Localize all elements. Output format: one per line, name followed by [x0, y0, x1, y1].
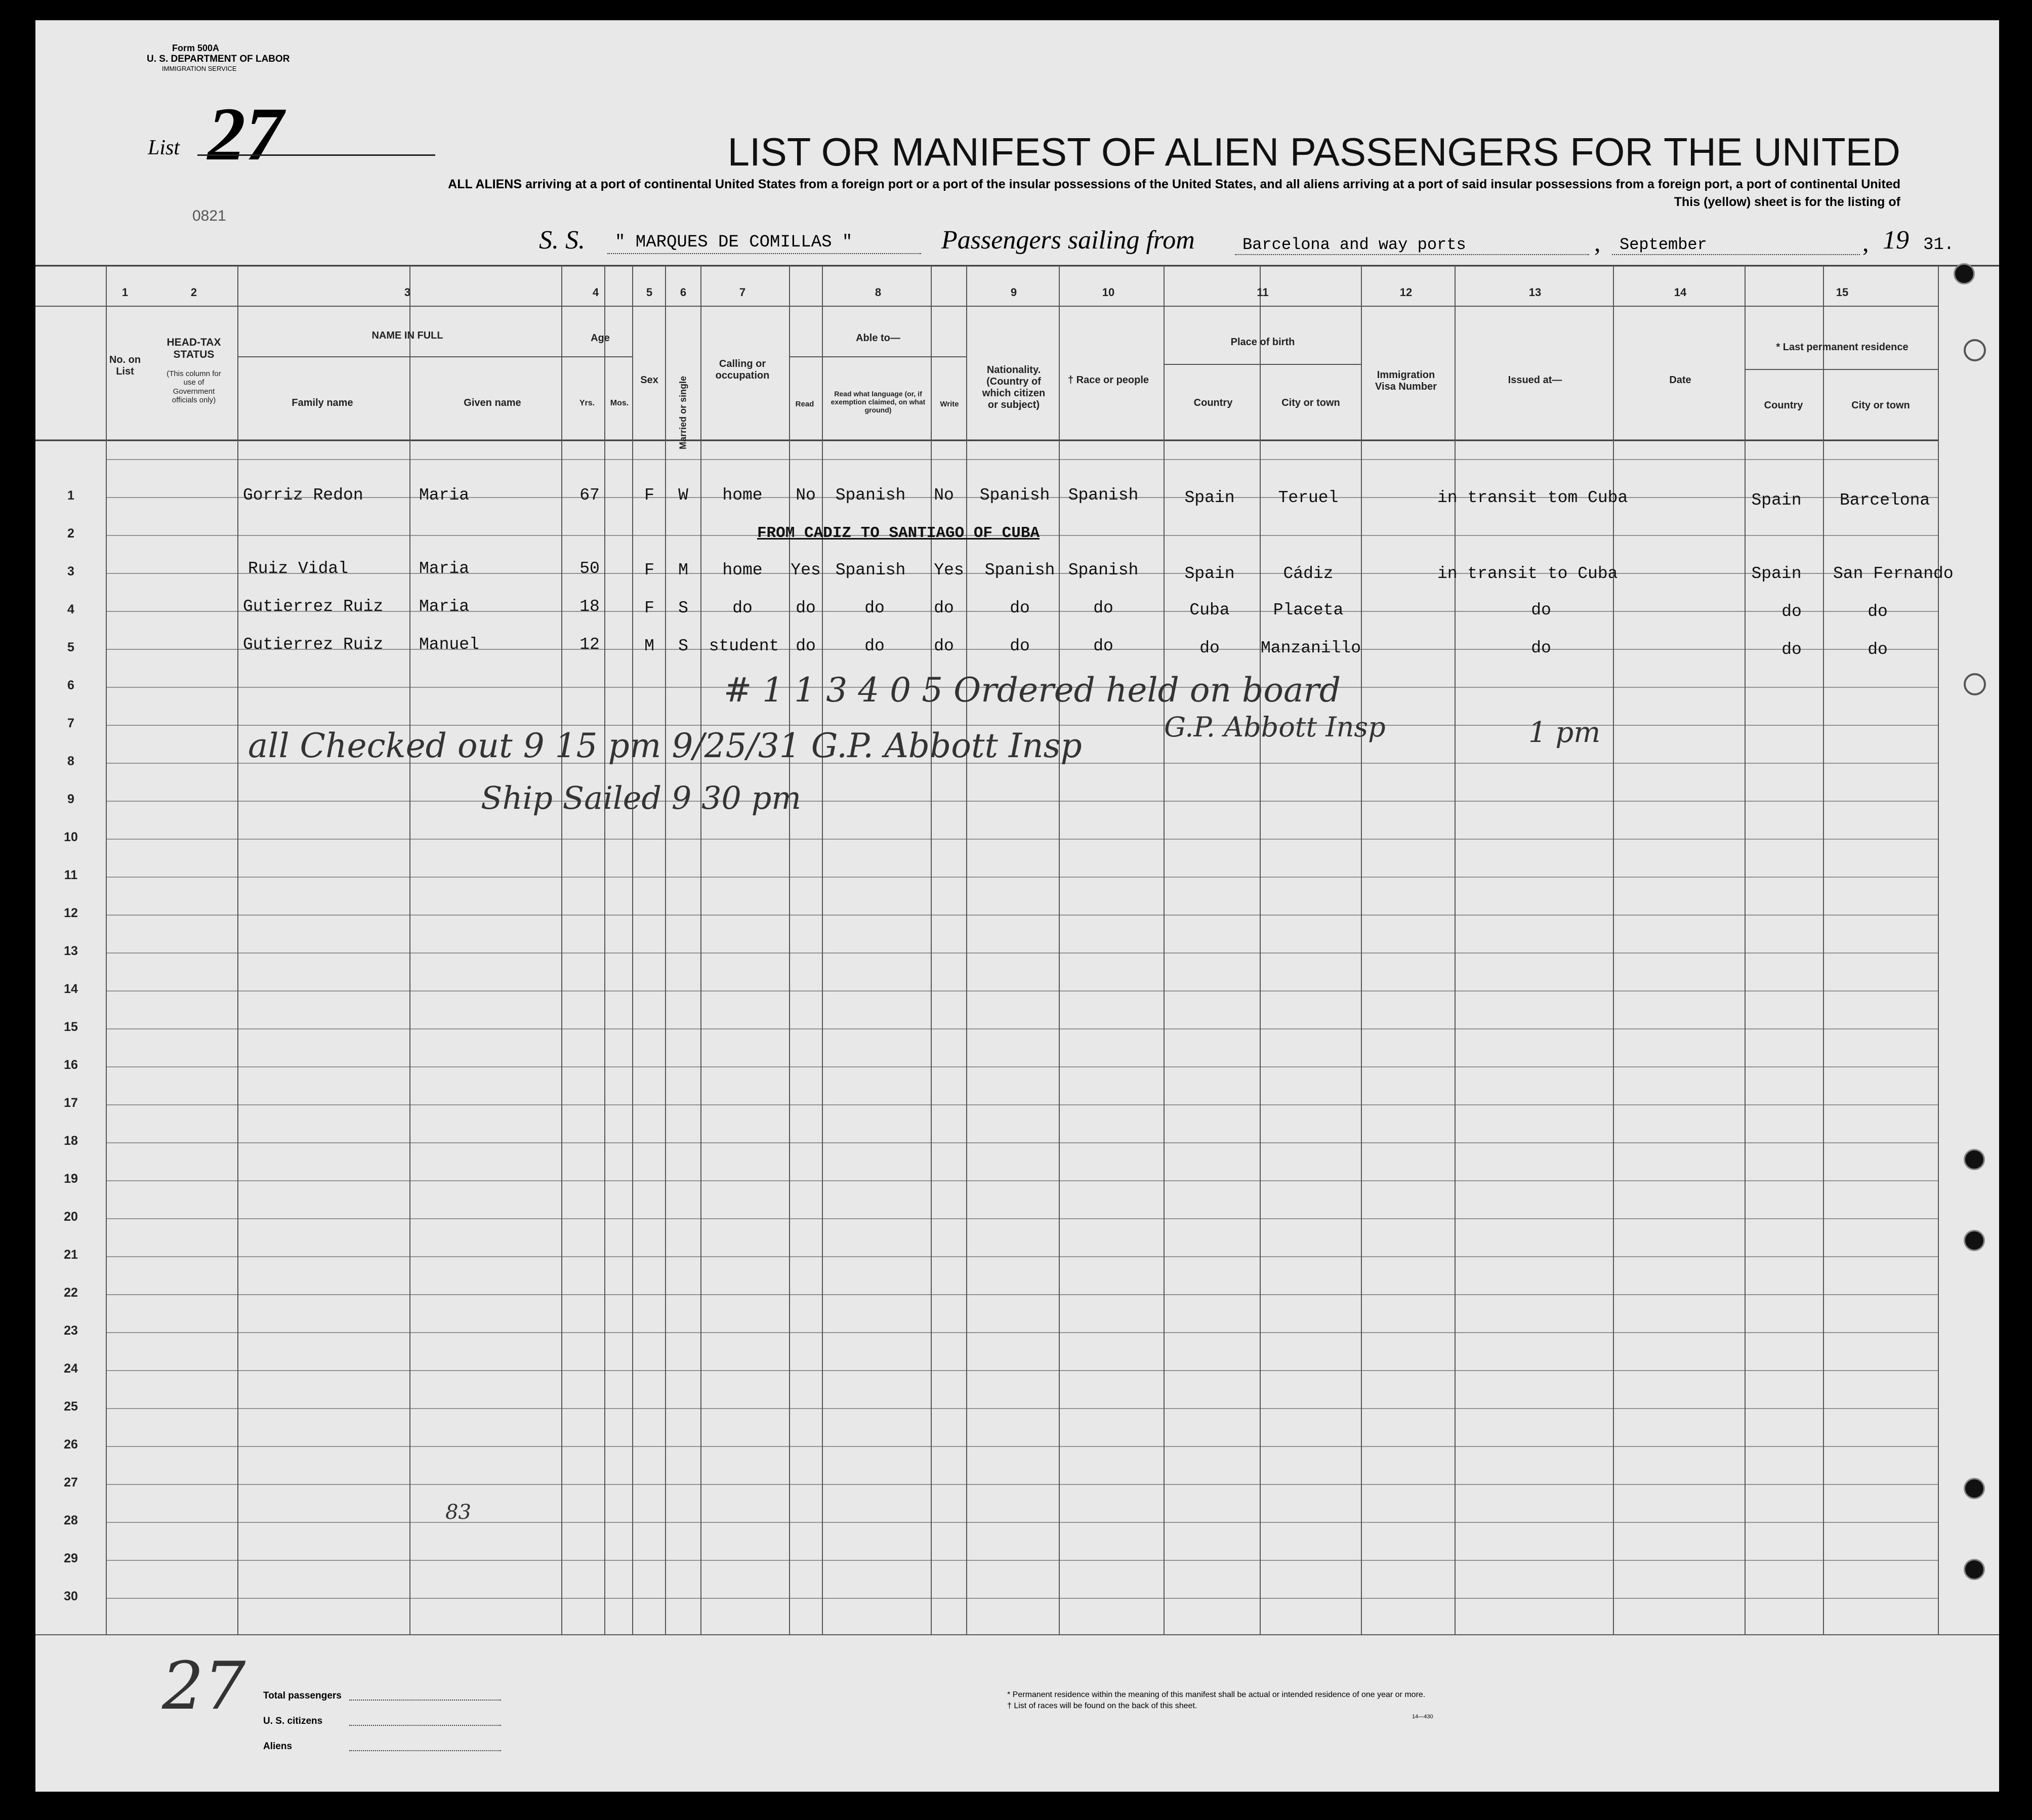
header-read: Read — [795, 400, 814, 408]
row-number: 28 — [64, 1513, 78, 1527]
language: Spanish — [835, 486, 906, 505]
header-res-city: City or town — [1851, 400, 1910, 411]
birth-country: Spain — [1184, 488, 1235, 507]
header-read-language: Read what language (or, if exemption claimed, on what ground) — [831, 390, 926, 415]
header-no-on-list: No. on List — [109, 354, 141, 377]
nationality: Spanish — [979, 486, 1050, 505]
row-number: 30 — [64, 1589, 78, 1603]
issued-at: in transit tom Cuba — [1437, 488, 1628, 507]
sailing-line — [1235, 254, 1589, 255]
header-able-to: Able to— — [856, 333, 900, 344]
col-number-5: 5 — [646, 286, 653, 299]
header-name-in-full: NAME IN FULL — [371, 330, 443, 341]
birth-city: Teruel — [1278, 488, 1339, 507]
birth-country: Spain — [1184, 564, 1235, 583]
header-res-country: Country — [1764, 400, 1803, 411]
ruled-grid — [35, 20, 1999, 1792]
binder-hole — [1964, 1478, 1985, 1499]
year-suffix: 31. — [1923, 235, 1955, 255]
handwritten-inspector-sign: G.P. Abbott Insp — [1164, 711, 1386, 743]
given-name: Maria — [419, 486, 470, 505]
race: Spanish — [1068, 561, 1139, 580]
row-number: 3 — [67, 564, 74, 578]
family-name: Gorriz Redon — [243, 486, 363, 505]
manifest-subtitle-2: This (yellow) sheet is for the listing of — [1674, 195, 1900, 209]
sex: M — [644, 637, 654, 655]
sex: F — [644, 561, 654, 580]
header-place-of-birth: Place of birth — [1230, 337, 1295, 348]
col-number-1: 1 — [121, 286, 129, 299]
section-note: FROM CADIZ TO SANTIAGO OF CUBA — [757, 524, 1040, 542]
row-number: 4 — [67, 602, 74, 616]
row-number: 1 — [67, 488, 74, 503]
binder-hole — [1954, 263, 1975, 284]
comma-1: , — [1594, 228, 1601, 257]
row-number: 12 — [64, 906, 78, 920]
row-number: 2 — [67, 526, 74, 541]
occupation: home — [722, 561, 763, 580]
form-code: 14—430 — [1412, 1714, 1433, 1720]
birth-city: Manzanillo — [1260, 639, 1361, 657]
birth-country: do — [1199, 639, 1220, 657]
month-line — [1612, 254, 1860, 255]
total-passengers-label: Total passengers — [263, 1690, 342, 1701]
occupation: home — [722, 486, 763, 505]
col-number-10: 10 — [1102, 286, 1115, 299]
col-number-9: 9 — [1010, 286, 1017, 299]
nationality: do — [1010, 599, 1030, 617]
ship-name: " MARQUES DE COMILLAS " — [615, 233, 853, 252]
race: do — [1093, 637, 1113, 655]
given-name: Manuel — [419, 635, 479, 654]
sailing-label: Passengers sailing from — [941, 226, 1195, 255]
birth-city: Placeta — [1273, 601, 1344, 619]
col-number-14: 14 — [1674, 286, 1687, 299]
row-number: 5 — [67, 640, 74, 654]
header-nationality: Nationality. (Country of which citizen or subject) — [982, 364, 1046, 410]
row-number: 17 — [64, 1096, 78, 1110]
binder-hole — [1964, 1230, 1985, 1251]
issued-at: in transit to Cuba — [1437, 564, 1618, 583]
header-head-tax: HEAD-TAX STATUS — [167, 337, 221, 361]
list-underline — [197, 154, 435, 156]
col-number-8: 8 — [875, 286, 882, 299]
comma-2: , — [1862, 228, 1869, 257]
row-number: 18 — [64, 1134, 78, 1148]
nationality: Spanish — [984, 561, 1055, 580]
given-name: Maria — [419, 559, 470, 578]
col-number-2: 2 — [190, 286, 197, 299]
row-number: 9 — [67, 792, 74, 806]
header-date: Date — [1669, 375, 1691, 386]
birth-city: Cádiz — [1283, 564, 1334, 583]
binder-hole — [1964, 673, 1986, 695]
age-years: 12 — [579, 635, 600, 654]
marital-status: W — [678, 486, 688, 505]
manifest-sheet — [35, 20, 1999, 1792]
issued-at: do — [1531, 639, 1551, 657]
issued-at: do — [1531, 601, 1551, 619]
can-read: No — [796, 486, 816, 505]
binder-hole — [1964, 1149, 1985, 1170]
binder-hole — [1964, 339, 1986, 361]
header-age-mos: Mos. — [610, 399, 629, 407]
row-number: 14 — [64, 982, 78, 996]
col-number-7: 7 — [739, 286, 746, 299]
handwritten-checked-out: all Checked out 9 15 pm 9/25/31 G.P. Abbott Insp — [248, 726, 1082, 765]
row-number: 16 — [64, 1058, 78, 1072]
col-number-4: 4 — [592, 286, 599, 299]
header-head-tax-note: (This column for use of Government officials only) — [167, 369, 221, 404]
header-birth-country: Country — [1193, 397, 1233, 408]
year-prefix: 19 — [1883, 226, 1909, 255]
can-write: do — [934, 599, 954, 617]
header-married-single: Married or single — [678, 376, 688, 449]
handwritten-ordered-held: # 1 1 3 4 0 5 Ordered held on board — [724, 671, 1341, 710]
row-number: 13 — [64, 944, 78, 958]
residence-country: Spain — [1751, 491, 1802, 510]
form-number: Form 500A — [172, 43, 220, 53]
us-citizens-label: U. S. citizens — [263, 1716, 323, 1726]
service-name: IMMIGRATION SERVICE — [162, 65, 237, 72]
can-write: Yes — [934, 561, 964, 580]
header-age-yrs: Yrs. — [579, 399, 595, 407]
occupation: do — [732, 599, 753, 617]
can-read: do — [796, 637, 816, 655]
residence-country: do — [1781, 602, 1802, 621]
header-birth-city: City or town — [1281, 397, 1340, 408]
header-age: Age — [591, 333, 610, 344]
residence-city: do — [1868, 640, 1888, 659]
header-given-name: Given name — [464, 397, 521, 408]
stamp-number: 0821 — [192, 208, 226, 224]
department-name: U. S. DEPARTMENT OF LABOR — [147, 54, 290, 64]
row-number: 20 — [64, 1210, 78, 1224]
given-name: Maria — [419, 597, 470, 616]
residence-country: Spain — [1751, 564, 1802, 583]
handwritten-total: 27 — [162, 1647, 246, 1724]
language: do — [864, 599, 885, 617]
marital-status: M — [678, 561, 688, 580]
header-race: † Race or people — [1067, 375, 1149, 386]
row-number: 23 — [64, 1323, 78, 1338]
col-number-6: 6 — [680, 286, 687, 299]
row-number: 8 — [67, 754, 74, 768]
residence-city: San Fernando — [1833, 564, 1954, 583]
can-read: Yes — [791, 561, 821, 580]
footnote-permanent-residence: * Permanent residence within the meaning of this manifest shall be actual or intended residence of one year or more. — [1007, 1690, 1426, 1699]
nationality: do — [1010, 637, 1030, 655]
age-years: 67 — [579, 486, 600, 505]
row-number: 21 — [64, 1248, 78, 1262]
manifest-title: LIST OR MANIFEST OF ALIEN PASSENGERS FOR THE UNITED — [727, 130, 1900, 174]
language: Spanish — [835, 561, 906, 580]
occupation: student — [709, 637, 779, 655]
race: Spanish — [1068, 486, 1139, 505]
birth-country: Cuba — [1189, 601, 1230, 619]
residence-city: do — [1868, 602, 1888, 621]
footnote-races: † List of races will be found on the back of this sheet. — [1007, 1702, 1197, 1710]
header-visa-number: Immigration Visa Number — [1375, 369, 1437, 392]
family-name: Gutierrez Ruiz — [243, 635, 384, 654]
col-number-3: 3 — [404, 286, 411, 299]
header-sex: Sex — [640, 375, 658, 386]
residence-city: Barcelona — [1840, 491, 1930, 510]
language: do — [864, 637, 885, 655]
handwritten-mark: 83 — [445, 1501, 471, 1524]
row-number: 22 — [64, 1286, 78, 1300]
family-name: Ruiz Vidal — [248, 559, 349, 578]
col-number-12: 12 — [1399, 286, 1413, 299]
total-line — [349, 1700, 501, 1701]
sex: F — [644, 599, 654, 617]
sex: F — [644, 486, 654, 505]
can-write: do — [934, 637, 954, 655]
row-number: 11 — [64, 868, 78, 882]
row-number: 29 — [64, 1551, 78, 1565]
manifest-subtitle: ALL ALIENS arriving at a port of continental United States from a foreign port or a port of the insular possessions of the United States, and all aliens arriving at a port of said insular possessions from a foreign port, a port of continental United — [448, 177, 1900, 191]
aliens-line — [349, 1750, 501, 1751]
row-number: 15 — [64, 1020, 78, 1034]
col-number-11: 11 — [1257, 286, 1269, 299]
col-number-15: 15 — [1836, 286, 1849, 299]
sailing-month: September — [1620, 235, 1707, 254]
age-years: 18 — [579, 597, 600, 616]
row-number: 25 — [64, 1399, 78, 1414]
handwritten-ship-sailed: Ship Sailed 9 30 pm — [481, 779, 802, 816]
marital-status: S — [678, 599, 688, 617]
header-write: Write — [940, 400, 959, 408]
ship-line — [607, 253, 921, 254]
header-family-name: Family name — [292, 397, 353, 408]
list-label: List — [148, 136, 180, 159]
family-name: Gutierrez Ruiz — [243, 597, 384, 616]
marital-status: S — [678, 637, 688, 655]
list-number: 27 — [208, 92, 283, 176]
header-calling: Calling or occupation — [715, 358, 770, 381]
aliens-label: Aliens — [263, 1741, 293, 1752]
col-number-13: 13 — [1528, 286, 1542, 299]
row-number: 6 — [67, 678, 74, 692]
age-years: 50 — [579, 559, 600, 578]
residence-country: do — [1781, 640, 1802, 659]
binder-hole — [1964, 1559, 1985, 1580]
can-write: No — [934, 486, 954, 505]
row-number: 19 — [64, 1172, 78, 1186]
row-number: 27 — [64, 1475, 78, 1490]
row-number: 10 — [64, 830, 78, 844]
row-number: 26 — [64, 1437, 78, 1452]
sailing-from: Barcelona and way ports — [1242, 235, 1466, 254]
header-issued-at: Issued at— — [1508, 375, 1562, 386]
row-number: 7 — [67, 716, 74, 730]
ss-label: S. S. — [539, 226, 585, 255]
can-read: do — [796, 599, 816, 617]
row-number: 24 — [64, 1361, 78, 1376]
citizens-line — [349, 1725, 501, 1726]
header-last-residence: * Last permanent residence — [1776, 342, 1909, 353]
handwritten-time: 1 pm — [1528, 716, 1601, 749]
race: do — [1093, 599, 1113, 617]
